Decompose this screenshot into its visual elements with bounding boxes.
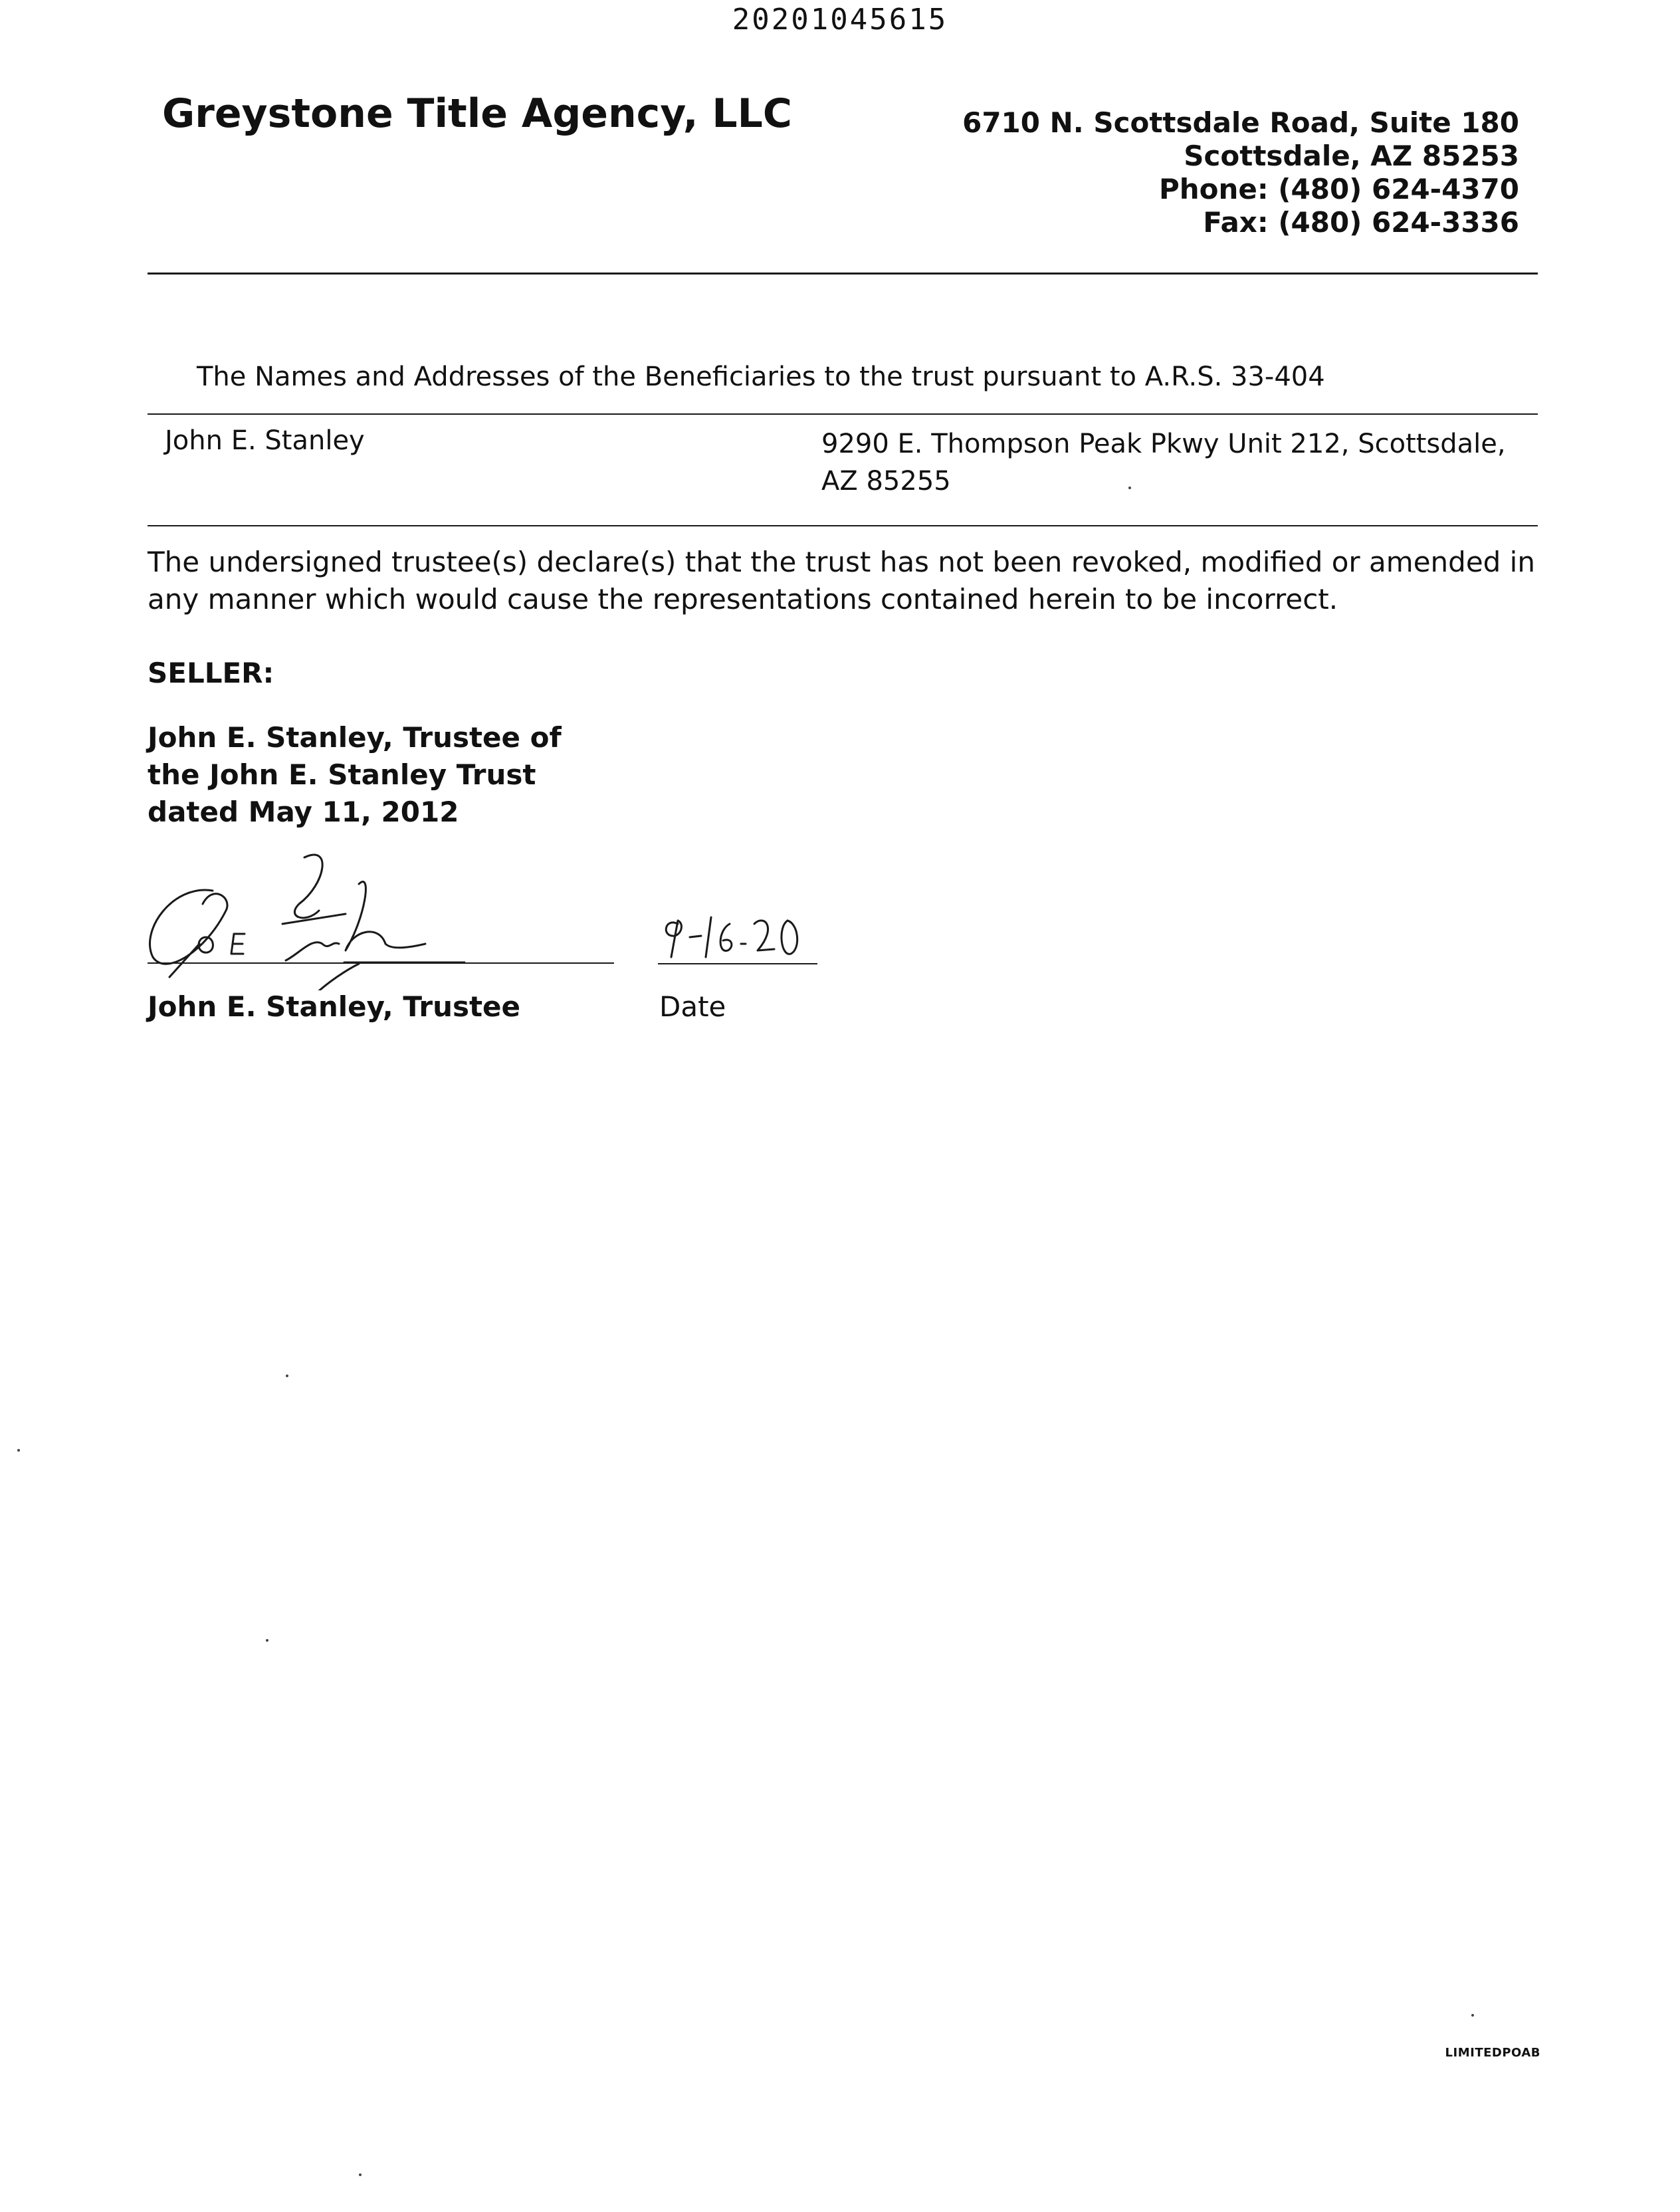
handwritten-date-image bbox=[651, 897, 824, 970]
scan-speck bbox=[1128, 487, 1131, 489]
address-line-1: 6710 N. Scottsdale Road, Suite 180 bbox=[962, 106, 1519, 139]
signer-label: John E. Stanley, Trustee bbox=[148, 990, 521, 1023]
fax-line: Fax: (480) 624-3336 bbox=[1203, 206, 1519, 239]
scan-speck bbox=[286, 1375, 288, 1377]
seller-label: SELLER: bbox=[148, 657, 274, 689]
scan-speck bbox=[1471, 2014, 1474, 2017]
beneficiaries-top-rule bbox=[148, 413, 1538, 415]
scan-speck bbox=[17, 1449, 20, 1452]
scan-speck bbox=[359, 2173, 362, 2176]
beneficiary-name: John E. Stanley bbox=[165, 425, 365, 456]
beneficiaries-intro: The Names and Addresses of the Beneficiaries to the trust pursuant to A.R.S. 33-404 bbox=[197, 362, 1325, 392]
declaration-text: The undersigned trustee(s) declare(s) that the trust has not been revoked, modified or amended in any manner which would cause the representations contained herein to be incorrect. bbox=[148, 546, 1535, 615]
seller-name: John E. Stanley, Trustee of the John E. Stanley Trust dated May 11, 2012 bbox=[148, 721, 562, 828]
agency-name: Greystone Title Agency, LLC bbox=[162, 90, 792, 137]
address-line-2: Scottsdale, AZ 85253 bbox=[1184, 140, 1519, 172]
footer-form-code: LIMITEDPOAB bbox=[1445, 2046, 1540, 2060]
scan-speck bbox=[266, 1639, 268, 1642]
phone-line: Phone: (480) 624-4370 bbox=[1158, 173, 1519, 205]
beneficiaries-bottom-rule bbox=[148, 525, 1538, 526]
recording-number: 20201045615 bbox=[732, 3, 948, 37]
signature-image bbox=[133, 844, 465, 990]
date-label: Date bbox=[659, 990, 726, 1023]
signature-line bbox=[148, 962, 614, 964]
beneficiary-address: 9290 E. Thompson Peak Pkwy Unit 212, Scottsdale, AZ 85255 bbox=[821, 429, 1506, 497]
agency-address-block bbox=[962, 106, 1519, 239]
header-divider bbox=[148, 273, 1538, 275]
